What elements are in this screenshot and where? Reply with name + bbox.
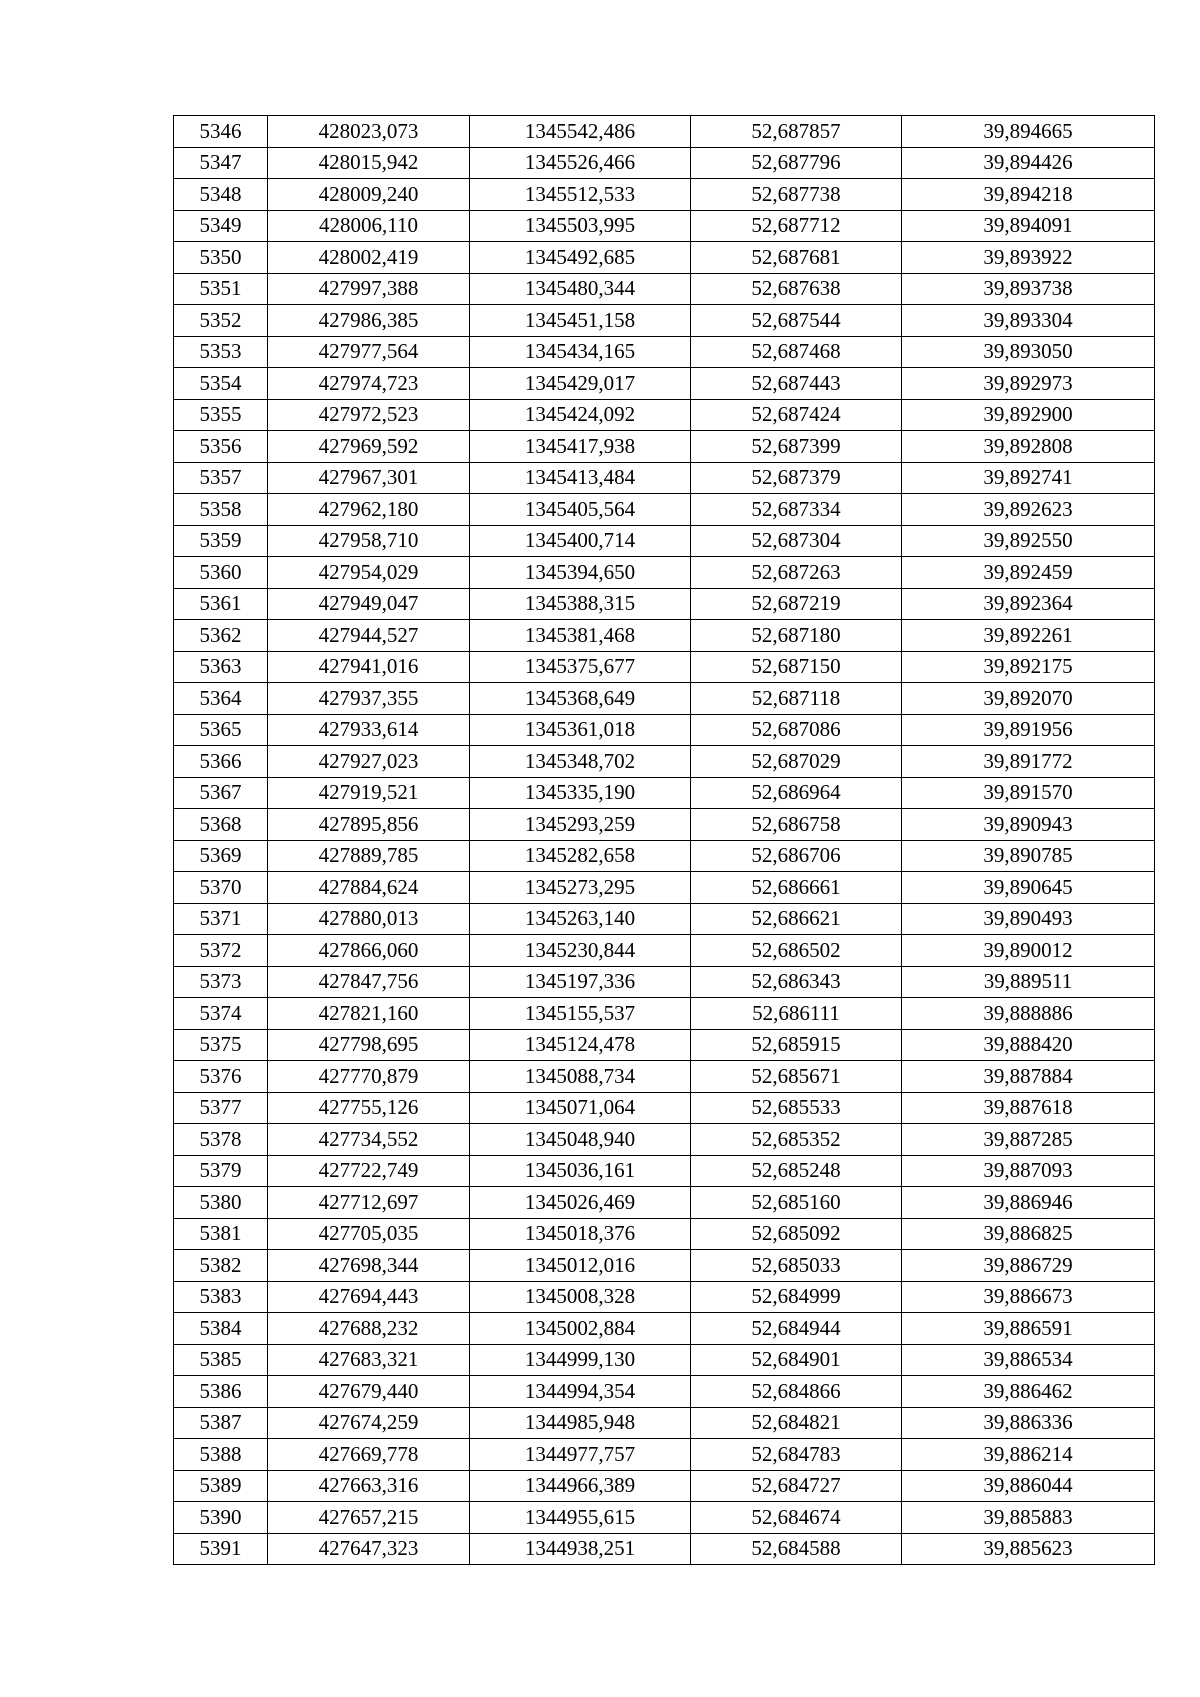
x-coordinate-cell: 427997,388 xyxy=(268,273,470,305)
y-coordinate-cell: 1345071,064 xyxy=(470,1092,691,1124)
y-coordinate-cell: 1345124,478 xyxy=(470,1029,691,1061)
table-row xyxy=(174,557,1155,589)
longitude-cell: 39,890645 xyxy=(902,872,1155,904)
latitude-cell: 52,687638 xyxy=(691,273,902,305)
point-number-cell: 5369 xyxy=(174,840,268,872)
x-coordinate-cell: 427986,385 xyxy=(268,305,470,337)
point-number-cell: 5362 xyxy=(174,620,268,652)
longitude-cell: 39,890785 xyxy=(902,840,1155,872)
longitude-cell: 39,888420 xyxy=(902,1029,1155,1061)
y-coordinate-cell: 1345394,650 xyxy=(470,557,691,589)
table-row xyxy=(174,525,1155,557)
y-coordinate-cell: 1345197,336 xyxy=(470,966,691,998)
table-row xyxy=(174,683,1155,715)
table-row xyxy=(174,1439,1155,1471)
y-coordinate-cell: 1345434,165 xyxy=(470,336,691,368)
point-number-cell: 5391 xyxy=(174,1533,268,1565)
coordinates-table-body xyxy=(174,116,1155,1565)
x-coordinate-cell: 427663,316 xyxy=(268,1470,470,1502)
y-coordinate-cell: 1345512,533 xyxy=(470,179,691,211)
x-coordinate-cell: 427919,521 xyxy=(268,777,470,809)
y-coordinate-cell: 1344999,130 xyxy=(470,1344,691,1376)
latitude-cell: 52,687712 xyxy=(691,210,902,242)
table-row xyxy=(174,840,1155,872)
longitude-cell: 39,892550 xyxy=(902,525,1155,557)
latitude-cell: 52,686343 xyxy=(691,966,902,998)
latitude-cell: 52,686111 xyxy=(691,998,902,1030)
table-row xyxy=(174,210,1155,242)
latitude-cell: 52,687263 xyxy=(691,557,902,589)
point-number-cell: 5377 xyxy=(174,1092,268,1124)
latitude-cell: 52,687150 xyxy=(691,651,902,683)
x-coordinate-cell: 427679,440 xyxy=(268,1376,470,1408)
point-number-cell: 5373 xyxy=(174,966,268,998)
longitude-cell: 39,888886 xyxy=(902,998,1155,1030)
table-row xyxy=(174,935,1155,967)
point-number-cell: 5366 xyxy=(174,746,268,778)
latitude-cell: 52,687399 xyxy=(691,431,902,463)
y-coordinate-cell: 1345480,344 xyxy=(470,273,691,305)
y-coordinate-cell: 1345036,161 xyxy=(470,1155,691,1187)
y-coordinate-cell: 1345492,685 xyxy=(470,242,691,274)
longitude-cell: 39,886729 xyxy=(902,1250,1155,1282)
latitude-cell: 52,687304 xyxy=(691,525,902,557)
y-coordinate-cell: 1345335,190 xyxy=(470,777,691,809)
table-row xyxy=(174,651,1155,683)
latitude-cell: 52,687443 xyxy=(691,368,902,400)
y-coordinate-cell: 1345348,702 xyxy=(470,746,691,778)
table-row xyxy=(174,809,1155,841)
latitude-cell: 52,684999 xyxy=(691,1281,902,1313)
table-row xyxy=(174,746,1155,778)
latitude-cell: 52,684727 xyxy=(691,1470,902,1502)
table-row xyxy=(174,998,1155,1030)
longitude-cell: 39,886673 xyxy=(902,1281,1155,1313)
table-row xyxy=(174,399,1155,431)
longitude-cell: 39,893922 xyxy=(902,242,1155,274)
latitude-cell: 52,685160 xyxy=(691,1187,902,1219)
point-number-cell: 5388 xyxy=(174,1439,268,1471)
latitude-cell: 52,687334 xyxy=(691,494,902,526)
y-coordinate-cell: 1345381,468 xyxy=(470,620,691,652)
y-coordinate-cell: 1345018,376 xyxy=(470,1218,691,1250)
table-row xyxy=(174,1313,1155,1345)
x-coordinate-cell: 427770,879 xyxy=(268,1061,470,1093)
longitude-cell: 39,886825 xyxy=(902,1218,1155,1250)
y-coordinate-cell: 1345429,017 xyxy=(470,368,691,400)
y-coordinate-cell: 1345048,940 xyxy=(470,1124,691,1156)
x-coordinate-cell: 427866,060 xyxy=(268,935,470,967)
latitude-cell: 52,686758 xyxy=(691,809,902,841)
x-coordinate-cell: 428002,419 xyxy=(268,242,470,274)
table-row xyxy=(174,1470,1155,1502)
x-coordinate-cell: 427669,778 xyxy=(268,1439,470,1471)
table-row xyxy=(174,1533,1155,1565)
latitude-cell: 52,684901 xyxy=(691,1344,902,1376)
point-number-cell: 5348 xyxy=(174,179,268,211)
longitude-cell: 39,886946 xyxy=(902,1187,1155,1219)
point-number-cell: 5359 xyxy=(174,525,268,557)
longitude-cell: 39,889511 xyxy=(902,966,1155,998)
x-coordinate-cell: 428023,073 xyxy=(268,116,470,148)
y-coordinate-cell: 1345526,466 xyxy=(470,147,691,179)
table-row xyxy=(174,966,1155,998)
latitude-cell: 52,686661 xyxy=(691,872,902,904)
table-row xyxy=(174,777,1155,809)
x-coordinate-cell: 428006,110 xyxy=(268,210,470,242)
table-row xyxy=(174,1029,1155,1061)
latitude-cell: 52,685033 xyxy=(691,1250,902,1282)
x-coordinate-cell: 427705,035 xyxy=(268,1218,470,1250)
latitude-cell: 52,687118 xyxy=(691,683,902,715)
table-row xyxy=(174,1155,1155,1187)
point-number-cell: 5378 xyxy=(174,1124,268,1156)
x-coordinate-cell: 427895,856 xyxy=(268,809,470,841)
point-number-cell: 5387 xyxy=(174,1407,268,1439)
latitude-cell: 52,685671 xyxy=(691,1061,902,1093)
latitude-cell: 52,686964 xyxy=(691,777,902,809)
latitude-cell: 52,687086 xyxy=(691,714,902,746)
y-coordinate-cell: 1344985,948 xyxy=(470,1407,691,1439)
point-number-cell: 5380 xyxy=(174,1187,268,1219)
latitude-cell: 52,685248 xyxy=(691,1155,902,1187)
y-coordinate-cell: 1345542,486 xyxy=(470,116,691,148)
y-coordinate-cell: 1345088,734 xyxy=(470,1061,691,1093)
x-coordinate-cell: 427688,232 xyxy=(268,1313,470,1345)
point-number-cell: 5352 xyxy=(174,305,268,337)
longitude-cell: 39,886591 xyxy=(902,1313,1155,1345)
x-coordinate-cell: 427974,723 xyxy=(268,368,470,400)
latitude-cell: 52,687029 xyxy=(691,746,902,778)
point-number-cell: 5381 xyxy=(174,1218,268,1250)
latitude-cell: 52,684783 xyxy=(691,1439,902,1471)
y-coordinate-cell: 1345263,140 xyxy=(470,903,691,935)
latitude-cell: 52,685915 xyxy=(691,1029,902,1061)
table-row xyxy=(174,1124,1155,1156)
point-number-cell: 5355 xyxy=(174,399,268,431)
y-coordinate-cell: 1345282,658 xyxy=(470,840,691,872)
point-number-cell: 5354 xyxy=(174,368,268,400)
x-coordinate-cell: 427821,160 xyxy=(268,998,470,1030)
x-coordinate-cell: 427755,126 xyxy=(268,1092,470,1124)
y-coordinate-cell: 1345002,884 xyxy=(470,1313,691,1345)
latitude-cell: 52,685092 xyxy=(691,1218,902,1250)
longitude-cell: 39,890493 xyxy=(902,903,1155,935)
y-coordinate-cell: 1345273,295 xyxy=(470,872,691,904)
point-number-cell: 5368 xyxy=(174,809,268,841)
y-coordinate-cell: 1345417,938 xyxy=(470,431,691,463)
longitude-cell: 39,892459 xyxy=(902,557,1155,589)
longitude-cell: 39,887618 xyxy=(902,1092,1155,1124)
y-coordinate-cell: 1344966,389 xyxy=(470,1470,691,1502)
latitude-cell: 52,684866 xyxy=(691,1376,902,1408)
point-number-cell: 5356 xyxy=(174,431,268,463)
table-row xyxy=(174,1376,1155,1408)
longitude-cell: 39,891772 xyxy=(902,746,1155,778)
table-row xyxy=(174,1281,1155,1313)
longitude-cell: 39,890012 xyxy=(902,935,1155,967)
latitude-cell: 52,685352 xyxy=(691,1124,902,1156)
table-row xyxy=(174,179,1155,211)
latitude-cell: 52,687857 xyxy=(691,116,902,148)
y-coordinate-cell: 1345413,484 xyxy=(470,462,691,494)
table-row xyxy=(174,1250,1155,1282)
longitude-cell: 39,892973 xyxy=(902,368,1155,400)
point-number-cell: 5360 xyxy=(174,557,268,589)
x-coordinate-cell: 427977,564 xyxy=(268,336,470,368)
point-number-cell: 5376 xyxy=(174,1061,268,1093)
longitude-cell: 39,886336 xyxy=(902,1407,1155,1439)
latitude-cell: 52,685533 xyxy=(691,1092,902,1124)
table-row xyxy=(174,431,1155,463)
point-number-cell: 5386 xyxy=(174,1376,268,1408)
x-coordinate-cell: 427889,785 xyxy=(268,840,470,872)
latitude-cell: 52,687681 xyxy=(691,242,902,274)
longitude-cell: 39,886534 xyxy=(902,1344,1155,1376)
longitude-cell: 39,886462 xyxy=(902,1376,1155,1408)
latitude-cell: 52,684674 xyxy=(691,1502,902,1534)
table-row xyxy=(174,903,1155,935)
y-coordinate-cell: 1345424,092 xyxy=(470,399,691,431)
latitude-cell: 52,686706 xyxy=(691,840,902,872)
y-coordinate-cell: 1345400,714 xyxy=(470,525,691,557)
y-coordinate-cell: 1345368,649 xyxy=(470,683,691,715)
longitude-cell: 39,894218 xyxy=(902,179,1155,211)
point-number-cell: 5372 xyxy=(174,935,268,967)
point-number-cell: 5384 xyxy=(174,1313,268,1345)
longitude-cell: 39,886214 xyxy=(902,1439,1155,1471)
y-coordinate-cell: 1345375,677 xyxy=(470,651,691,683)
x-coordinate-cell: 427847,756 xyxy=(268,966,470,998)
longitude-cell: 39,892364 xyxy=(902,588,1155,620)
y-coordinate-cell: 1344994,354 xyxy=(470,1376,691,1408)
table-row xyxy=(174,714,1155,746)
y-coordinate-cell: 1345503,995 xyxy=(470,210,691,242)
x-coordinate-cell: 427712,697 xyxy=(268,1187,470,1219)
point-number-cell: 5364 xyxy=(174,683,268,715)
y-coordinate-cell: 1345451,158 xyxy=(470,305,691,337)
y-coordinate-cell: 1345012,016 xyxy=(470,1250,691,1282)
longitude-cell: 39,893050 xyxy=(902,336,1155,368)
table-row xyxy=(174,620,1155,652)
latitude-cell: 52,687379 xyxy=(691,462,902,494)
x-coordinate-cell: 427657,215 xyxy=(268,1502,470,1534)
point-number-cell: 5365 xyxy=(174,714,268,746)
latitude-cell: 52,684944 xyxy=(691,1313,902,1345)
x-coordinate-cell: 427694,443 xyxy=(268,1281,470,1313)
y-coordinate-cell: 1344938,251 xyxy=(470,1533,691,1565)
x-coordinate-cell: 427927,023 xyxy=(268,746,470,778)
x-coordinate-cell: 427722,749 xyxy=(268,1155,470,1187)
table-row xyxy=(174,242,1155,274)
x-coordinate-cell: 427954,029 xyxy=(268,557,470,589)
point-number-cell: 5358 xyxy=(174,494,268,526)
y-coordinate-cell: 1345008,328 xyxy=(470,1281,691,1313)
point-number-cell: 5389 xyxy=(174,1470,268,1502)
latitude-cell: 52,686502 xyxy=(691,935,902,967)
table-row xyxy=(174,494,1155,526)
point-number-cell: 5349 xyxy=(174,210,268,242)
x-coordinate-cell: 427734,552 xyxy=(268,1124,470,1156)
longitude-cell: 39,887285 xyxy=(902,1124,1155,1156)
table-row xyxy=(174,305,1155,337)
x-coordinate-cell: 427884,624 xyxy=(268,872,470,904)
x-coordinate-cell: 427958,710 xyxy=(268,525,470,557)
table-row xyxy=(174,588,1155,620)
x-coordinate-cell: 427941,016 xyxy=(268,651,470,683)
longitude-cell: 39,892070 xyxy=(902,683,1155,715)
latitude-cell: 52,684588 xyxy=(691,1533,902,1565)
x-coordinate-cell: 427647,323 xyxy=(268,1533,470,1565)
latitude-cell: 52,684821 xyxy=(691,1407,902,1439)
longitude-cell: 39,892741 xyxy=(902,462,1155,494)
y-coordinate-cell: 1344955,615 xyxy=(470,1502,691,1534)
longitude-cell: 39,887093 xyxy=(902,1155,1155,1187)
x-coordinate-cell: 427798,695 xyxy=(268,1029,470,1061)
latitude-cell: 52,687796 xyxy=(691,147,902,179)
table-row xyxy=(174,1218,1155,1250)
longitude-cell: 39,886044 xyxy=(902,1470,1155,1502)
latitude-cell: 52,687544 xyxy=(691,305,902,337)
point-number-cell: 5390 xyxy=(174,1502,268,1534)
point-number-cell: 5383 xyxy=(174,1281,268,1313)
table-row xyxy=(174,1407,1155,1439)
longitude-cell: 39,890943 xyxy=(902,809,1155,841)
x-coordinate-cell: 427698,344 xyxy=(268,1250,470,1282)
table-row xyxy=(174,147,1155,179)
latitude-cell: 52,686621 xyxy=(691,903,902,935)
latitude-cell: 52,687468 xyxy=(691,336,902,368)
x-coordinate-cell: 427937,355 xyxy=(268,683,470,715)
point-number-cell: 5346 xyxy=(174,116,268,148)
y-coordinate-cell: 1345155,537 xyxy=(470,998,691,1030)
longitude-cell: 39,892175 xyxy=(902,651,1155,683)
point-number-cell: 5347 xyxy=(174,147,268,179)
longitude-cell: 39,893304 xyxy=(902,305,1155,337)
latitude-cell: 52,687219 xyxy=(691,588,902,620)
x-coordinate-cell: 427949,047 xyxy=(268,588,470,620)
x-coordinate-cell: 427683,321 xyxy=(268,1344,470,1376)
y-coordinate-cell: 1345405,564 xyxy=(470,494,691,526)
table-row xyxy=(174,273,1155,305)
table-row xyxy=(174,116,1155,148)
table-row xyxy=(174,1502,1155,1534)
x-coordinate-cell: 427944,527 xyxy=(268,620,470,652)
longitude-cell: 39,892900 xyxy=(902,399,1155,431)
table-row xyxy=(174,1092,1155,1124)
longitude-cell: 39,892623 xyxy=(902,494,1155,526)
x-coordinate-cell: 428015,942 xyxy=(268,147,470,179)
point-number-cell: 5351 xyxy=(174,273,268,305)
y-coordinate-cell: 1345388,315 xyxy=(470,588,691,620)
table-row xyxy=(174,1344,1155,1376)
point-number-cell: 5379 xyxy=(174,1155,268,1187)
x-coordinate-cell: 427972,523 xyxy=(268,399,470,431)
y-coordinate-cell: 1345026,469 xyxy=(470,1187,691,1219)
table-row xyxy=(174,336,1155,368)
latitude-cell: 52,687424 xyxy=(691,399,902,431)
longitude-cell: 39,894091 xyxy=(902,210,1155,242)
y-coordinate-cell: 1345361,018 xyxy=(470,714,691,746)
point-number-cell: 5350 xyxy=(174,242,268,274)
longitude-cell: 39,887884 xyxy=(902,1061,1155,1093)
point-number-cell: 5385 xyxy=(174,1344,268,1376)
table-row xyxy=(174,368,1155,400)
y-coordinate-cell: 1345293,259 xyxy=(470,809,691,841)
point-number-cell: 5370 xyxy=(174,872,268,904)
longitude-cell: 39,891570 xyxy=(902,777,1155,809)
point-number-cell: 5363 xyxy=(174,651,268,683)
longitude-cell: 39,892808 xyxy=(902,431,1155,463)
x-coordinate-cell: 427933,614 xyxy=(268,714,470,746)
longitude-cell: 39,894426 xyxy=(902,147,1155,179)
table-row xyxy=(174,1061,1155,1093)
latitude-cell: 52,687738 xyxy=(691,179,902,211)
point-number-cell: 5353 xyxy=(174,336,268,368)
x-coordinate-cell: 427967,301 xyxy=(268,462,470,494)
latitude-cell: 52,687180 xyxy=(691,620,902,652)
x-coordinate-cell: 427674,259 xyxy=(268,1407,470,1439)
x-coordinate-cell: 427969,592 xyxy=(268,431,470,463)
x-coordinate-cell: 427962,180 xyxy=(268,494,470,526)
point-number-cell: 5367 xyxy=(174,777,268,809)
y-coordinate-cell: 1344977,757 xyxy=(470,1439,691,1471)
y-coordinate-cell: 1345230,844 xyxy=(470,935,691,967)
x-coordinate-cell: 427880,013 xyxy=(268,903,470,935)
longitude-cell: 39,885623 xyxy=(902,1533,1155,1565)
point-number-cell: 5357 xyxy=(174,462,268,494)
longitude-cell: 39,885883 xyxy=(902,1502,1155,1534)
longitude-cell: 39,892261 xyxy=(902,620,1155,652)
point-number-cell: 5375 xyxy=(174,1029,268,1061)
longitude-cell: 39,893738 xyxy=(902,273,1155,305)
point-number-cell: 5382 xyxy=(174,1250,268,1282)
point-number-cell: 5361 xyxy=(174,588,268,620)
longitude-cell: 39,894665 xyxy=(902,116,1155,148)
table-row xyxy=(174,1187,1155,1219)
table-row xyxy=(174,462,1155,494)
coordinates-table xyxy=(173,115,1155,1565)
longitude-cell: 39,891956 xyxy=(902,714,1155,746)
table-row xyxy=(174,872,1155,904)
point-number-cell: 5374 xyxy=(174,998,268,1030)
x-coordinate-cell: 428009,240 xyxy=(268,179,470,211)
point-number-cell: 5371 xyxy=(174,903,268,935)
